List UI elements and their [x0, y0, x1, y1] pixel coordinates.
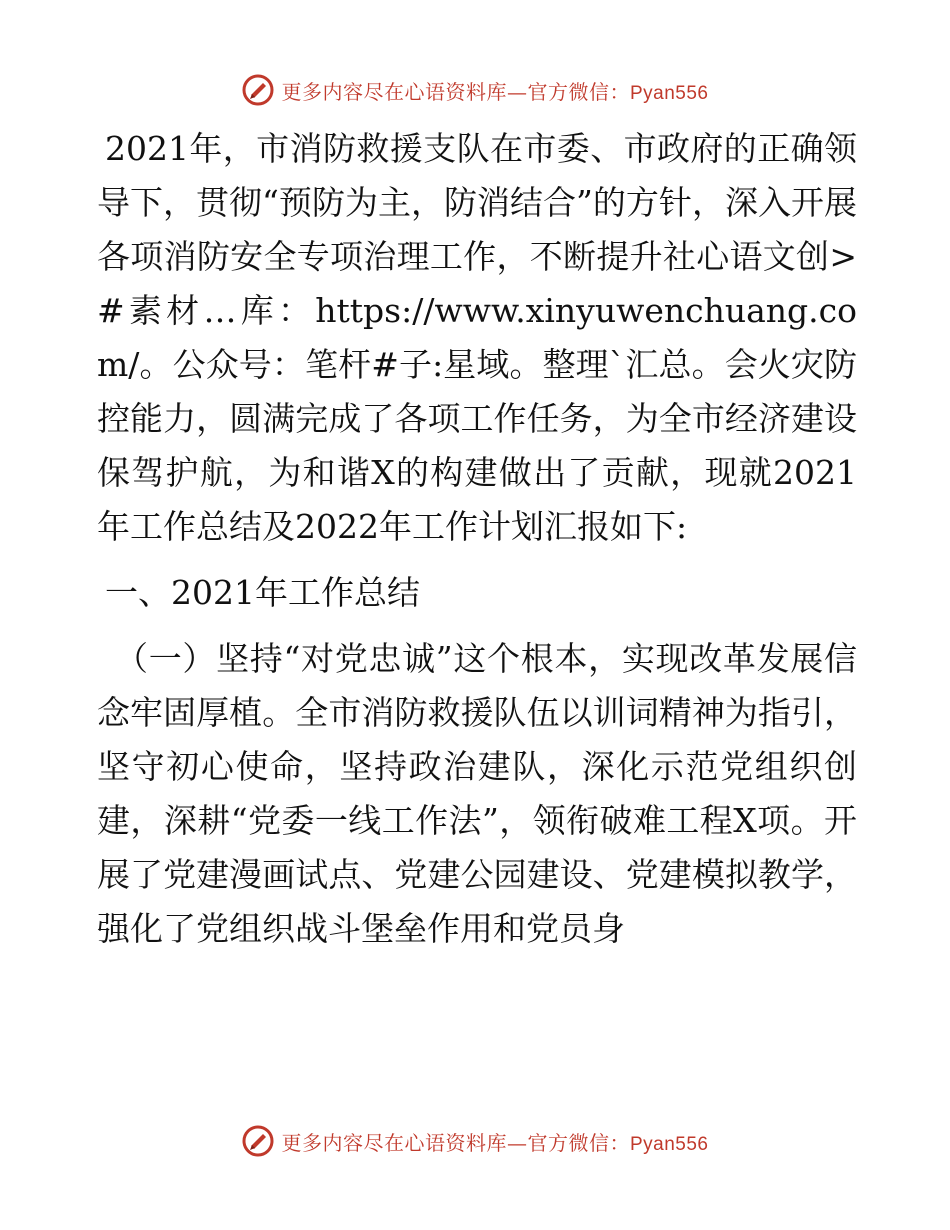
- document-body: [97, 122, 857, 956]
- watermark-header: [0, 70, 950, 110]
- watermark-logo-icon: [241, 1124, 275, 1158]
- watermark-footer: [0, 1121, 950, 1161]
- watermark-text: 更多内容尽在心语资料库—官方微信：Pyan556: [281, 1130, 709, 1155]
- section-paragraph: （一）坚持“对党忠诚”这个根本，实现改革发展信念牢固厚植。全市消防救援队伍以训词精神为指引，坚守初心使命，坚持政治建队，深化示范党组织创建，深耕“党委一线工作法”，领衔破难工程X项。开展了党建漫画试点、党建公园建设、党建模拟教学，强化了党组织战斗堡垒作用和党员身: [97, 639, 857, 948]
- watermark-text: 更多内容尽在心语资料库—官方微信：Pyan556: [281, 79, 709, 104]
- intro-paragraph: 2021年，市消防救援支队在市委、市政府的正确领导下，贯彻“预防为主，防消结合”的方针，深入开展各项消防安全专项治理工作，不断提升社心语文创>#素材…库：https://www.xinyuwenchuang.com/。公众号：笔杆#子:星域。整理`汇总。会火灾防控能力，圆满完成了各项工作任务，为全市经济建设保驾护航，为和谐X的构建做出了贡献，现就2021年工作总结及2022年工作计划汇报如下:: [97, 129, 857, 546]
- watermark-logo-icon: [241, 73, 275, 107]
- section-heading: 一、2021年工作总结: [105, 573, 420, 612]
